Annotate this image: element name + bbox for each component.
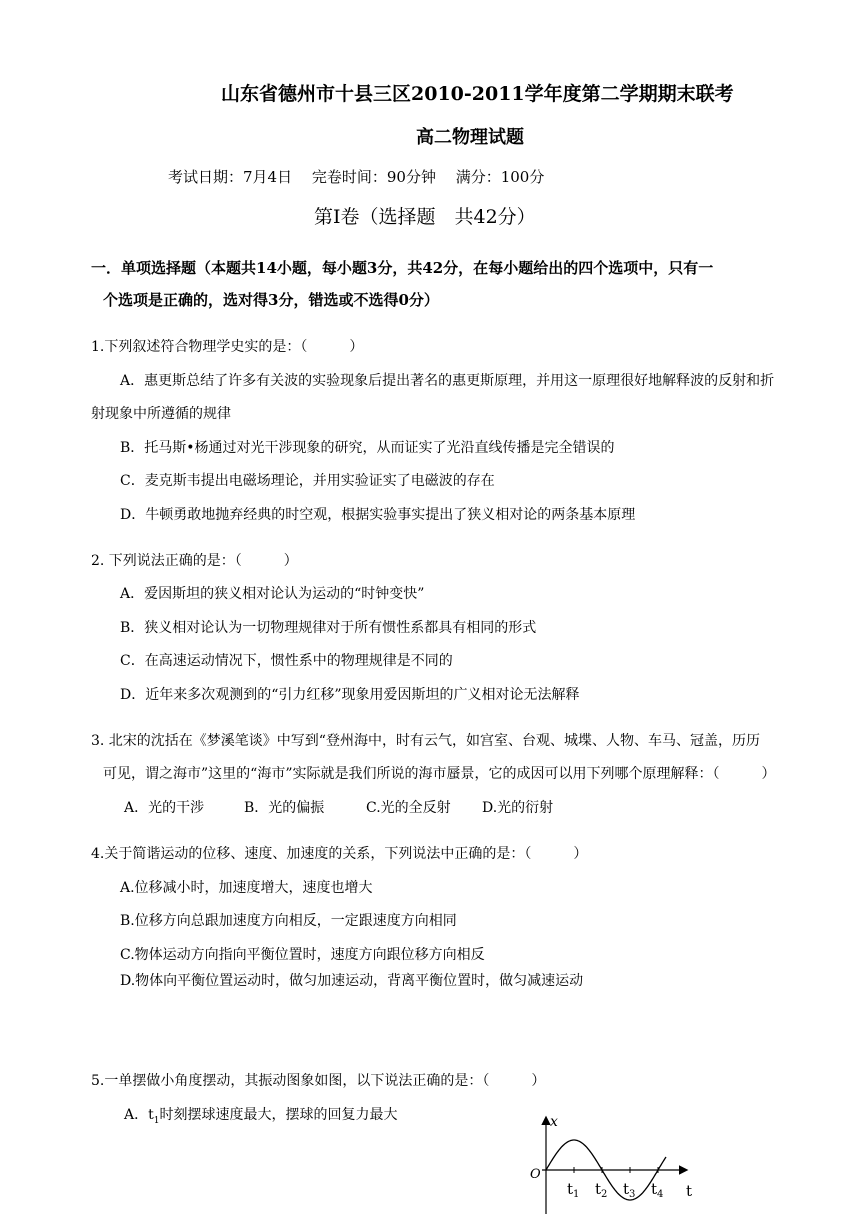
q2-option-d: D．近年来多次观测到的“引力红移”现象用爱因斯坦的广义相对论无法解释 <box>120 687 580 703</box>
tick-label-t3: $t_3$ <box>623 1180 636 1200</box>
section-heading-line1: 一．单项选择题（本题共14小题，每小题3分，共42分，在每小题给出的四个选项中，只有一 <box>91 259 714 277</box>
tick-label-t2: $t_2$ <box>595 1180 608 1200</box>
q1-option-a: A．惠更斯总结了许多有关波的实验现象后提出著名的惠更斯原理，并用这一原理很好地解释波的反射和折 <box>120 373 775 389</box>
q1-option-d: D．牛顿勇敢地抛弃经典的时空观，根据实验事实提出了狭义相对论的两条基本原理 <box>120 507 636 523</box>
q4-option-a: A.位移减小时，加速度增大，速度也增大 <box>120 880 373 896</box>
q1-option-b: B．托马斯•杨通过对光干涉现象的研究，从而证实了光沿直线传播是完全错误的 <box>120 440 615 456</box>
section-heading-line2: 个选项是正确的，选对得3分，错选或不选得0分） <box>103 291 439 309</box>
q2-option-a: A．爱因斯坦的狭义相对论认为运动的“时钟变快” <box>120 586 425 602</box>
exam-title: 山东省德州市十县三区2010-2011学年度第二学期期末联考 <box>221 83 734 105</box>
tick-label-t4: $t_4$ <box>651 1180 664 1200</box>
q2-option-b: B．狭义相对论认为一切物理规律对于所有惯性系都具有相同的形式 <box>120 620 537 636</box>
q5-option-a-sub: 1 <box>153 1115 160 1126</box>
q3-option-a: A．光的干涉 <box>124 800 205 816</box>
q1-option-a-continued: 射现象中所遵循的规律 <box>91 406 231 422</box>
q4-option-b: B.位移方向总跟加速度方向相反，一定跟速度方向相同 <box>120 913 457 929</box>
q3-option-b: B．光的偏振 <box>244 800 325 816</box>
q5-option-a-text: 时刻摆球速度最大，摆球的回复力最大 <box>159 1107 398 1123</box>
q4-option-c: C.物体运动方向指向平衡位置时，速度方向跟位移方向相反 <box>120 947 485 963</box>
q3-option-d: D.光的衍射 <box>482 800 554 816</box>
q2-stem: 2. 下列说法正确的是：（ ） <box>91 553 298 569</box>
exam-subtitle: 高二物理试题 <box>416 127 524 148</box>
t-axis-label: t <box>686 1182 693 1200</box>
q5-stem: 5.一单摆做小角度摆动，其振动图象如图，以下说法正确的是：（ ） <box>91 1073 546 1089</box>
q5-option-a <box>124 1106 398 1130</box>
x-axis-label: x <box>550 1114 558 1130</box>
tick-label-t1: $t_1$ <box>567 1180 580 1200</box>
q4-option-d: D.物体向平衡位置运动时，做匀加速运动，背离平衡位置时，做匀减速运动 <box>120 973 584 989</box>
vibration-graph <box>520 1108 700 1216</box>
q1-option-c: C．麦克斯韦提出电磁场理论，并用实验证实了电磁波的存在 <box>120 473 495 489</box>
exam-info: 考试日期：7月4日 完卷时间：90分钟 满分：100分 <box>168 168 545 186</box>
q4-stem: 4.关于简谐运动的位移、速度、加速度的关系，下列说法中正确的是：（ ） <box>91 846 588 862</box>
q2-option-c: C．在高速运动情况下，惯性系中的物理规律是不同的 <box>120 653 453 669</box>
q3-stem: 3. 北宋的沈括在《梦溪笔谈》中写到“登州海中，时有云气，如宫室、台观、城堞、人物、车马、冠盖，历历 <box>91 733 760 749</box>
q3-option-c: C.光的全反射 <box>366 800 451 816</box>
q1-stem: 1.下列叙述符合物理学史实的是：（ ） <box>91 339 364 355</box>
q5-option-a-time: t <box>148 1107 154 1123</box>
origin-label: O <box>530 1167 541 1182</box>
q5-option-a-prefix: A． <box>124 1107 149 1123</box>
volume-heading: 第Ⅰ卷（选择题 共42分） <box>314 206 536 228</box>
q3-stem-continued: 可见，谓之海市”这里的“海市”实际就是我们所说的海市蜃景，它的成因可以用下列哪个原理解释：（ ） <box>103 766 776 782</box>
